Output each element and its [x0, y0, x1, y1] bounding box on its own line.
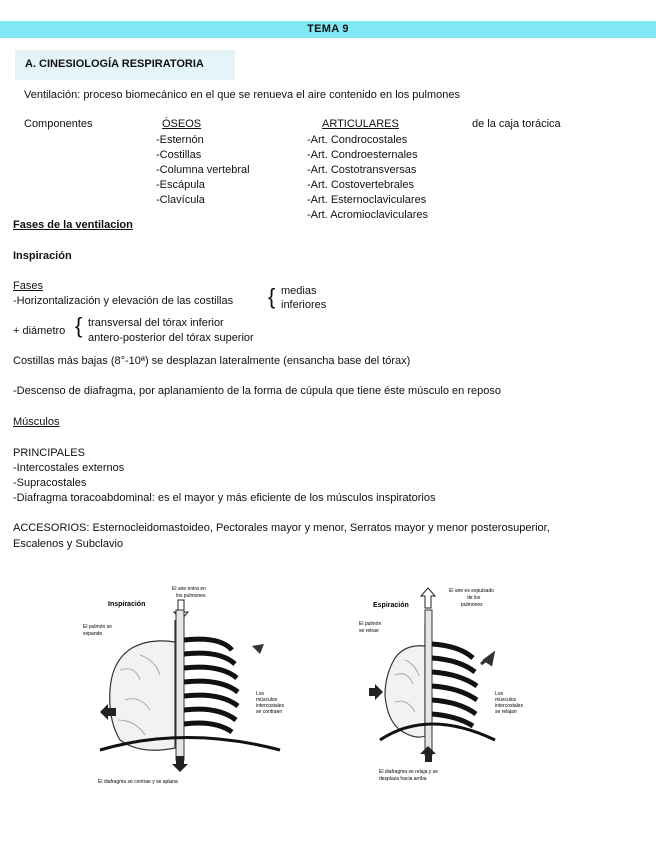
brace2-option: transversal del tórax inferior [88, 317, 224, 329]
insp-muscles-label: se contraen [256, 709, 283, 715]
esp-muscles-label: músculos [495, 697, 517, 703]
insp-diaphragm-label: El diafragma se contrae y se aplana [98, 779, 178, 785]
fases-heading: Fases [13, 280, 43, 292]
oseos-item: -Esternón [156, 134, 204, 146]
arrow-up-icon [420, 746, 436, 762]
inspiration-diagram [80, 580, 305, 790]
articulares-item: -Art. Costovertebrales [307, 179, 414, 191]
insp-title: Inspiración [108, 601, 146, 608]
oseos-title: ÓSEOS [162, 118, 202, 130]
brace1-option: medias [281, 285, 317, 297]
insp-muscles-label: Los [256, 691, 265, 697]
trachea-sternum [425, 610, 432, 755]
oseos-item: -Escápula [156, 179, 205, 191]
oseos-item: -Columna vertebral [156, 164, 250, 176]
brace-symbol: { [75, 313, 83, 338]
principales-item: -Diafragma toracoabdominal: es el mayor y más eficiente de los músculos inspiratorios [13, 492, 436, 504]
arrow-up-icon [421, 588, 435, 608]
brace1-options [281, 284, 326, 312]
arrow-up-icon [248, 644, 264, 660]
arrow-right-icon [369, 684, 383, 700]
articulares-item: -Art. Condrocostales [307, 134, 408, 146]
ribs-shape [184, 639, 238, 732]
principales-item: -Intercostales externos [13, 462, 125, 474]
oseos-item: -Costillas [156, 149, 202, 161]
accesorios-line: Escalenos y Subclavio [13, 538, 124, 550]
insp-muscles-label: intercostales [256, 703, 285, 709]
left-lung-shape [385, 624, 425, 737]
topic-banner: TEMA 9 [0, 21, 656, 38]
insp-air-label: El aire entra en [172, 586, 206, 592]
articulares-item: -Art. Acromioclaviculares [307, 209, 429, 221]
arrow-down-left-icon [481, 654, 493, 664]
articulares-item: -Art. Costotransversas [307, 164, 417, 176]
brace1-option: inferiores [281, 299, 327, 311]
fases-ventilacion-heading: Fases de la ventilacion [13, 219, 133, 231]
costillas-note: Costillas más bajas (8°-10ª) se desplazan lateralmente (ensancha base del tórax) [13, 355, 411, 367]
esp-diaphragm-label: El diafragma se relaja y se [379, 769, 438, 775]
principales-block [13, 446, 435, 506]
expiration-diagram [355, 580, 555, 790]
insp-lung-label: El pulmón se [83, 624, 112, 630]
diametro-label: + diámetro [13, 325, 66, 337]
section-title: A. CINESIOLOGÍA RESPIRATORIA [25, 58, 204, 70]
insp-muscles-label: músculos [256, 697, 278, 703]
esp-diaphragm-label: desplaza hacia arriba [379, 776, 427, 782]
insp-air-label: los pulmones [176, 593, 206, 599]
esp-title: Espiración [373, 602, 409, 609]
arrow-down-icon [172, 756, 188, 772]
oseos-item: -Clavícula [156, 194, 205, 206]
musculos-heading: Músculos [13, 416, 60, 428]
components-label: Componentes [24, 118, 93, 130]
accesorios-block [13, 520, 550, 552]
articulares-list [307, 133, 428, 223]
brace2-option: antero-posterior del tórax superior [88, 332, 254, 344]
inspiracion-heading: Inspiración [13, 250, 72, 262]
esp-muscles-label: intercostales [495, 703, 524, 709]
esp-air-label: pulmones [461, 602, 483, 608]
articulares-item: -Art. Esternoclaviculares [307, 194, 427, 206]
oseos-list [156, 133, 250, 208]
esp-lung-label: se retrae [359, 628, 379, 634]
fases-line1: -Horizontalización y elevación de las costillas [13, 295, 234, 307]
principales-title: PRINCIPALES [13, 447, 85, 459]
brace2-options [88, 316, 254, 346]
esp-muscles-label: se relajan [495, 709, 517, 715]
descenso-note: -Descenso de diafragma, por aplanamiento de la forma de cúpula que tiene éste músculo en reposo [13, 385, 501, 397]
principales-item: -Supracostales [13, 477, 87, 489]
left-lung-shape [110, 620, 175, 750]
insp-lung-label: expande [83, 631, 103, 637]
accesorios-line: ACCESORIOS: Esternocleidomastoideo, Pectorales mayor y menor, Serratos mayor y menor posterosuperior, [13, 522, 550, 534]
articulares-title: ARTICULARES [322, 118, 399, 130]
articulares-item: -Art. Condroesternales [307, 149, 418, 161]
esp-lung-label: El pulmón [359, 621, 382, 627]
ribs-shape [432, 644, 477, 726]
esp-air-label: El aire es expulsado [449, 588, 495, 594]
esp-air-label: de los [467, 595, 481, 601]
components-suffix: de la caja torácica [472, 118, 561, 130]
brace-symbol: { [268, 284, 276, 309]
ventilation-definition: Ventilación: proceso biomecánico en el que se renueva el aire contenido en los pulmones [24, 89, 461, 101]
esp-muscles-label: Los [495, 691, 504, 697]
